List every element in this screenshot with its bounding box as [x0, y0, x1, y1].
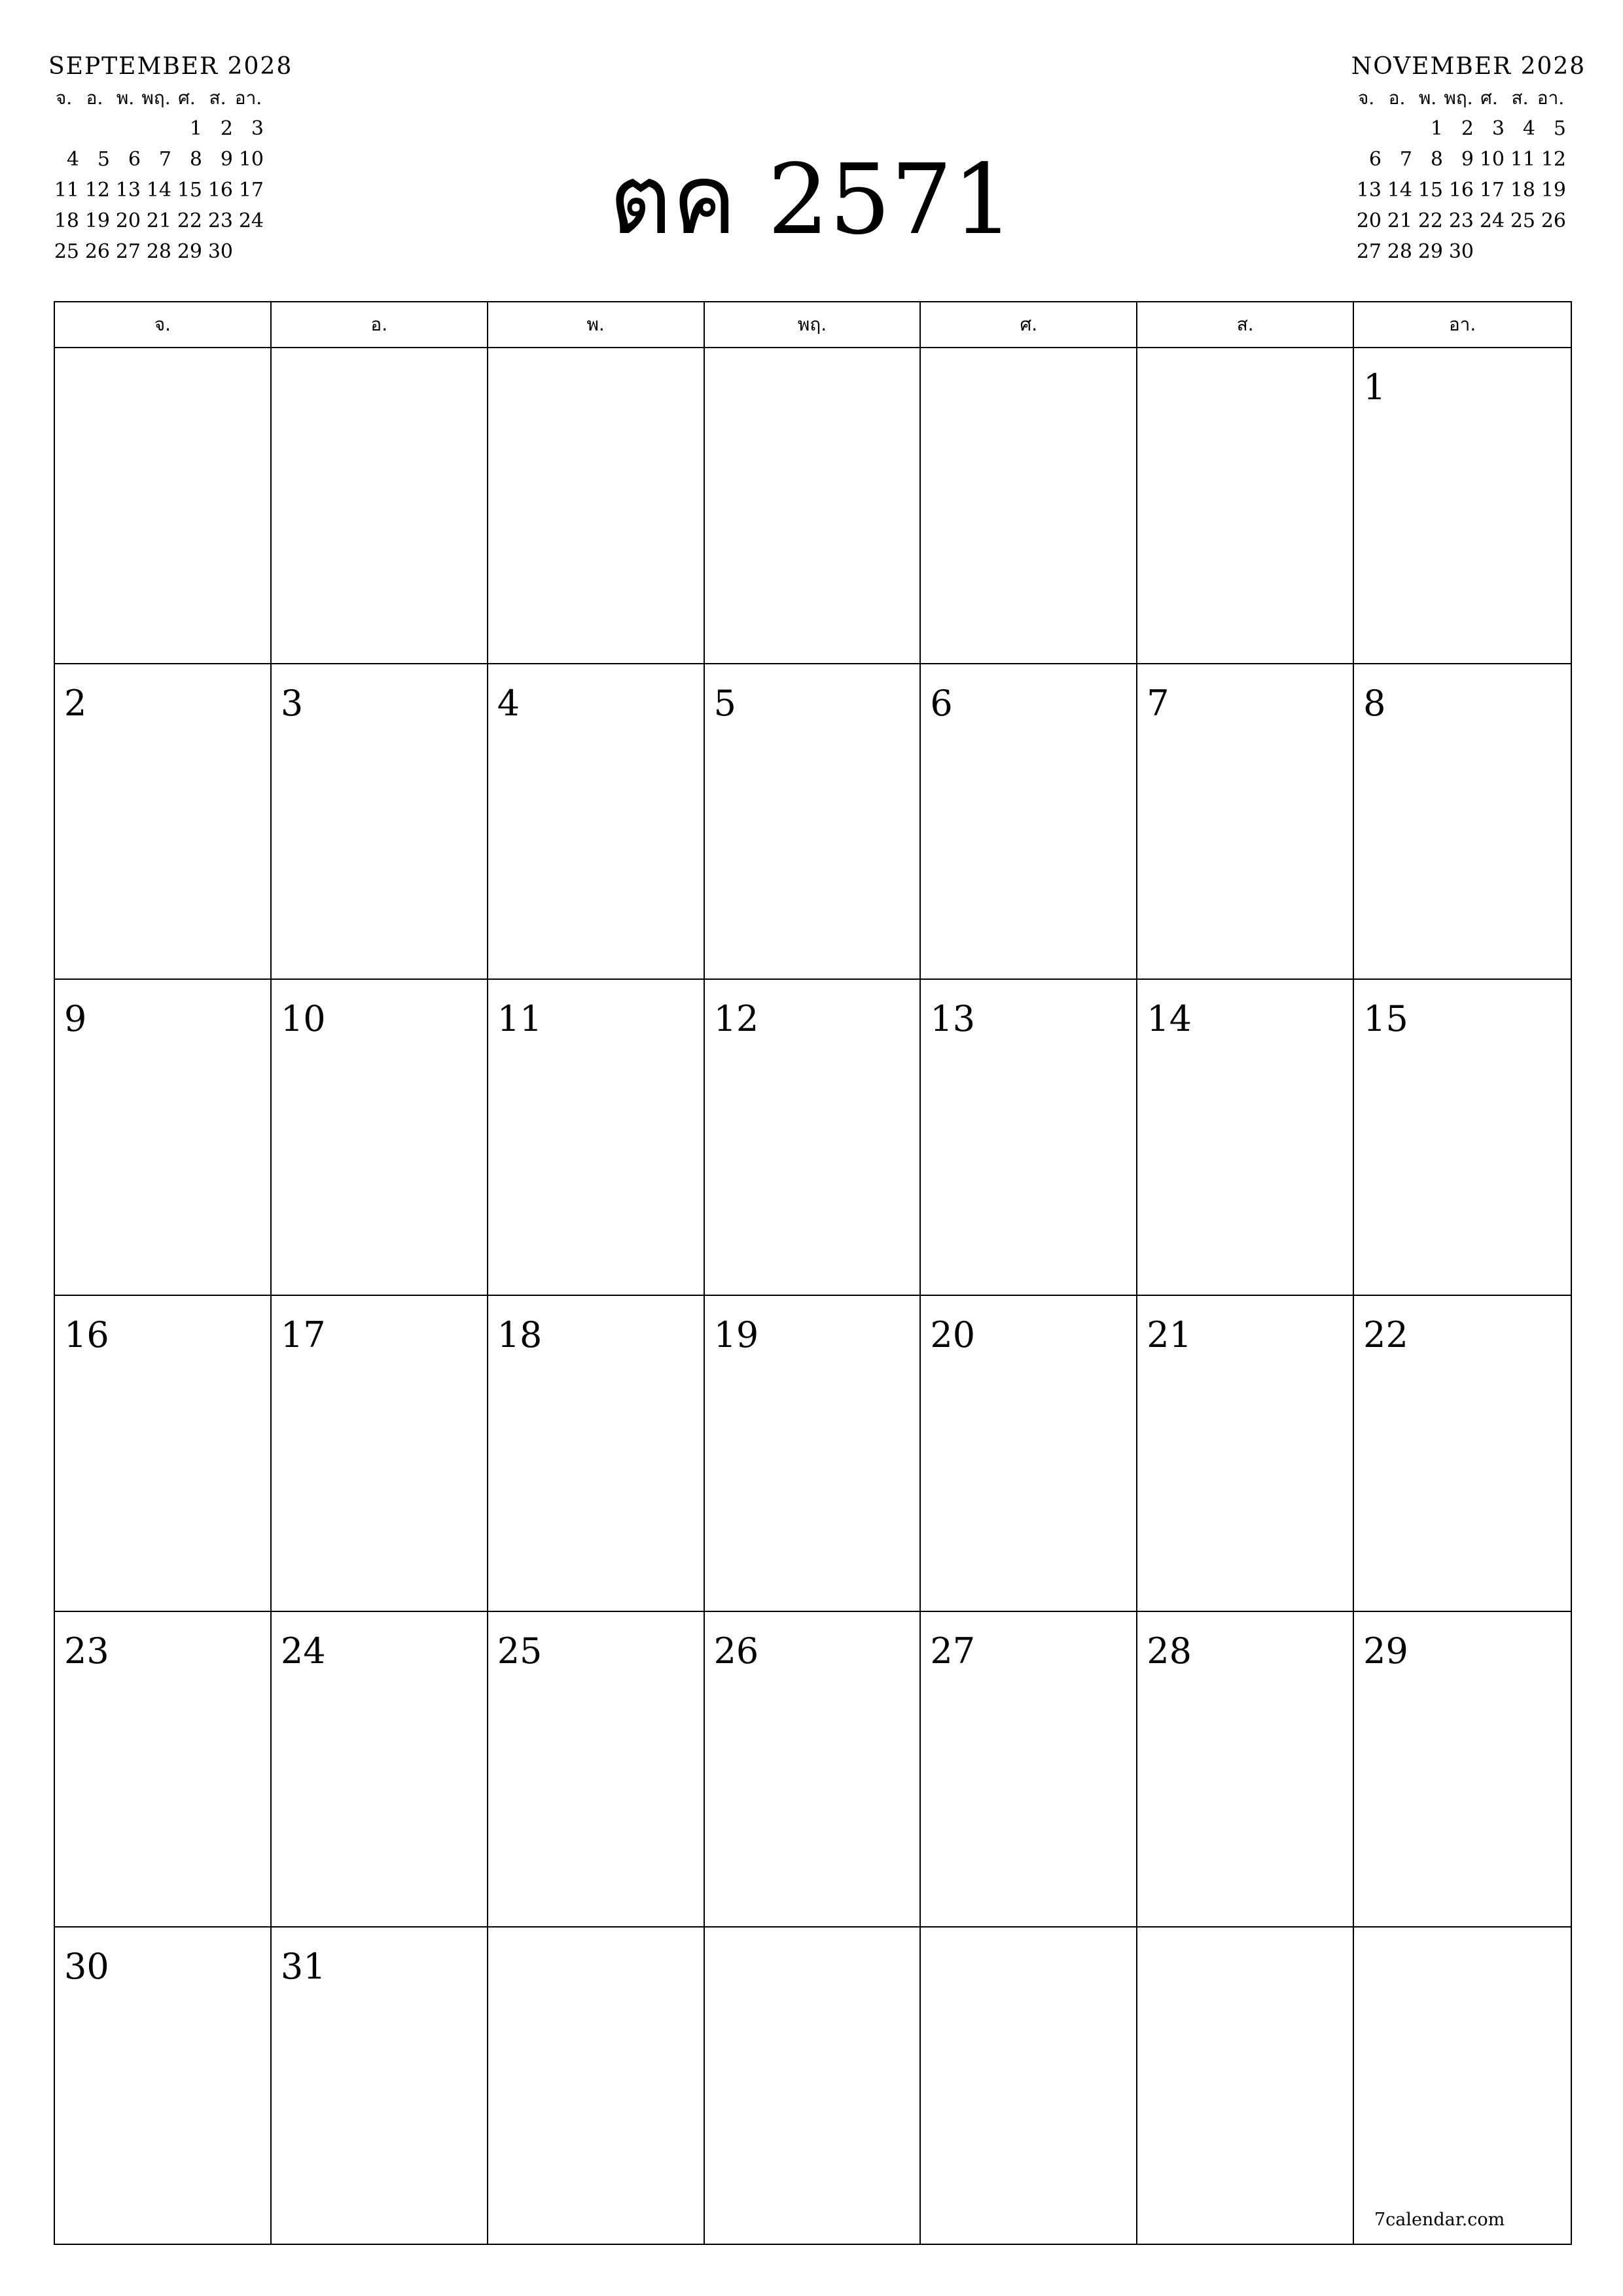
prev-month-day: 12	[84, 179, 110, 202]
prev-month-weekday: ศ.	[178, 87, 196, 109]
day-cell	[272, 664, 488, 980]
page-title: ตค 2571	[609, 143, 1014, 256]
next-month-day: 20	[1356, 209, 1382, 232]
day-cell	[488, 348, 705, 664]
next-month-day: 22	[1418, 209, 1443, 232]
day-cell	[1354, 1928, 1571, 2244]
prev-month-day: 30	[207, 240, 233, 263]
day-cell	[1137, 1612, 1354, 1928]
prev-month-day: 9	[220, 148, 233, 171]
day-number: 26	[713, 1630, 759, 1672]
next-month-day: 21	[1387, 209, 1412, 232]
next-month-day: 3	[1491, 117, 1505, 140]
day-cell	[55, 980, 272, 1296]
prev-month-day: 10	[238, 148, 264, 171]
day-number: 19	[713, 1314, 759, 1355]
weekday-header: จ.	[55, 302, 272, 347]
next-month-day: 27	[1356, 240, 1382, 263]
prev-month-day: 2	[220, 117, 233, 140]
prev-month-day: 7	[158, 148, 171, 171]
day-number: 15	[1363, 998, 1408, 1040]
day-number: 7	[1147, 682, 1169, 724]
day-cell	[1354, 980, 1571, 1296]
day-cell	[1137, 664, 1354, 980]
prev-month-day	[141, 113, 171, 144]
day-cell	[488, 1612, 705, 1928]
day-cell	[1137, 1296, 1354, 1612]
prev-month-weekday: จ.	[55, 87, 73, 109]
day-cell	[488, 1928, 705, 2244]
day-number: 18	[497, 1314, 543, 1355]
day-cell	[705, 980, 921, 1296]
next-month-day	[1382, 113, 1412, 144]
day-number: 14	[1147, 998, 1192, 1040]
next-month-weekday: พฤ.	[1444, 87, 1473, 109]
day-number: 23	[64, 1630, 109, 1672]
prev-month-day: 14	[146, 179, 171, 202]
next-month-weekday: อา.	[1537, 87, 1565, 109]
day-cell	[272, 980, 488, 1296]
day-number: 9	[64, 998, 87, 1040]
day-number: 31	[280, 1946, 326, 1988]
day-cell	[1137, 1928, 1354, 2244]
day-cell	[921, 664, 1137, 980]
next-month-day: 14	[1387, 179, 1412, 202]
next-month-day: 9	[1461, 148, 1474, 171]
day-number: 3	[280, 682, 304, 724]
day-cell	[1354, 1612, 1571, 1928]
prev-month-day: 16	[207, 179, 233, 202]
day-cell	[488, 664, 705, 980]
prev-month-day: 4	[66, 148, 79, 171]
prev-month-day	[79, 113, 110, 144]
day-cell	[55, 348, 272, 664]
next-month-weekday: พ.	[1418, 87, 1437, 109]
day-number: 25	[497, 1630, 543, 1672]
next-month-weekday: จ.	[1357, 87, 1375, 109]
day-cell	[921, 980, 1137, 1296]
prev-month-day: 27	[115, 240, 141, 263]
prev-month-day: 1	[189, 117, 202, 140]
prev-month-day: 22	[177, 209, 202, 232]
weekday-header: อ.	[272, 302, 488, 347]
prev-month-weekday: ส.	[209, 87, 226, 109]
prev-month-day: 28	[146, 240, 171, 263]
prev-month-title: SEPTEMBER 2028	[48, 53, 293, 80]
prev-month-day: 8	[189, 148, 202, 171]
prev-month-day: 25	[54, 240, 79, 263]
day-cell	[921, 1612, 1137, 1928]
next-month-day: 18	[1510, 179, 1535, 202]
day-cell	[705, 1296, 921, 1612]
weekday-header: ส.	[1137, 302, 1354, 347]
prev-month-day: 15	[177, 179, 202, 202]
prev-month-day: 18	[54, 209, 79, 232]
next-month-day: 15	[1418, 179, 1443, 202]
day-number: 1	[1363, 367, 1386, 408]
day-cell	[55, 1296, 272, 1612]
day-cell	[705, 348, 921, 664]
day-cell	[272, 1928, 488, 2244]
prev-month-day: 11	[54, 179, 79, 202]
day-cell	[921, 1296, 1137, 1612]
next-month-day	[1505, 236, 1535, 267]
month-calendar-grid	[54, 301, 1572, 2245]
prev-month-day	[110, 113, 141, 144]
weekday-header: ศ.	[921, 302, 1137, 347]
next-month-day: 29	[1418, 240, 1443, 263]
next-month-day: 24	[1479, 209, 1505, 232]
day-cell	[272, 1296, 488, 1612]
day-number: 27	[930, 1630, 976, 1672]
day-cell	[1354, 664, 1571, 980]
prev-month-day: 3	[251, 117, 264, 140]
prev-month-day: 6	[128, 148, 141, 171]
day-number: 16	[64, 1314, 109, 1355]
day-cell	[921, 1928, 1137, 2244]
next-month-grid	[1351, 82, 1586, 267]
next-month-day	[1474, 236, 1505, 267]
next-month-day: 23	[1448, 209, 1474, 232]
next-month-day	[1351, 113, 1382, 144]
weekday-header: อา.	[1448, 314, 1476, 335]
day-cell	[55, 664, 272, 980]
next-month-day: 10	[1479, 148, 1505, 171]
day-cell	[272, 348, 488, 664]
next-month-day	[1535, 236, 1566, 267]
next-month-title: NOVEMBER 2028	[1351, 53, 1586, 80]
next-month-day: 28	[1387, 240, 1412, 263]
next-month-day: 2	[1461, 117, 1474, 140]
day-cell	[55, 1928, 272, 2244]
next-month-day: 4	[1522, 117, 1535, 140]
day-number: 17	[280, 1314, 326, 1355]
day-number: 10	[280, 998, 326, 1040]
day-number: 5	[713, 682, 736, 724]
next-month-day: 1	[1430, 117, 1443, 140]
next-month-day: 12	[1541, 148, 1566, 171]
day-cell	[1354, 1296, 1571, 1612]
day-cell	[55, 1612, 272, 1928]
day-cell	[705, 664, 921, 980]
prev-month-day: 21	[146, 209, 171, 232]
day-number: 11	[497, 998, 543, 1040]
day-number: 8	[1363, 682, 1386, 724]
prev-month-weekday: อ.	[86, 87, 103, 109]
next-month-day: 30	[1448, 240, 1474, 263]
prev-month-day: 17	[238, 179, 264, 202]
day-number: 22	[1363, 1314, 1408, 1355]
day-number: 21	[1147, 1314, 1192, 1355]
next-month-mini-calendar	[1351, 52, 1586, 267]
next-month-day: 11	[1510, 148, 1535, 171]
day-number: 30	[64, 1946, 109, 1988]
day-number: 29	[1363, 1630, 1408, 1672]
weekday-header: พ.	[488, 302, 705, 347]
next-month-weekday: ส.	[1511, 87, 1529, 109]
next-month-day: 25	[1510, 209, 1535, 232]
day-cell	[1354, 348, 1571, 664]
weeks-grid	[55, 348, 1571, 2244]
day-cell	[921, 348, 1137, 664]
prev-month-day: 13	[115, 179, 141, 202]
day-number: 13	[930, 998, 976, 1040]
prev-month-weekday: อา.	[234, 87, 262, 109]
weekday-header-row	[55, 302, 1571, 348]
prev-month-day: 26	[84, 240, 110, 263]
prev-month-weekday: พฤ.	[141, 87, 171, 109]
prev-month-day: 5	[97, 148, 110, 171]
next-month-day: 17	[1479, 179, 1505, 202]
next-month-day: 13	[1356, 179, 1382, 202]
day-number: 28	[1147, 1630, 1192, 1672]
next-month-day: 5	[1553, 117, 1566, 140]
next-month-day: 6	[1368, 148, 1382, 171]
next-month-day: 8	[1430, 148, 1443, 171]
day-cell	[705, 1612, 921, 1928]
day-number: 6	[930, 682, 953, 724]
day-cell	[272, 1612, 488, 1928]
day-number: 4	[497, 682, 520, 724]
day-number: 24	[280, 1630, 326, 1672]
site-credit: 7calendar.com	[1374, 2210, 1505, 2230]
prev-month-day: 20	[115, 209, 141, 232]
prev-month-weekday: พ.	[116, 87, 135, 109]
prev-month-day: 29	[177, 240, 202, 263]
prev-month-day: 19	[84, 209, 110, 232]
prev-month-day	[48, 113, 79, 144]
next-month-day: 19	[1541, 179, 1566, 202]
day-cell	[1137, 348, 1354, 664]
weekday-header: พฤ.	[705, 302, 921, 347]
day-cell	[488, 980, 705, 1296]
day-number: 2	[64, 682, 87, 724]
day-cell	[1137, 980, 1354, 1296]
next-month-day: 7	[1399, 148, 1412, 171]
day-cell	[488, 1296, 705, 1612]
day-number: 12	[713, 998, 759, 1040]
next-month-weekday: อ.	[1388, 87, 1406, 109]
day-number: 20	[930, 1314, 976, 1355]
day-cell	[705, 1928, 921, 2244]
next-month-day: 16	[1448, 179, 1474, 202]
prev-month-day: 24	[238, 209, 264, 232]
next-month-weekday: ศ.	[1480, 87, 1498, 109]
prev-month-day: 23	[207, 209, 233, 232]
next-month-day: 26	[1541, 209, 1566, 232]
